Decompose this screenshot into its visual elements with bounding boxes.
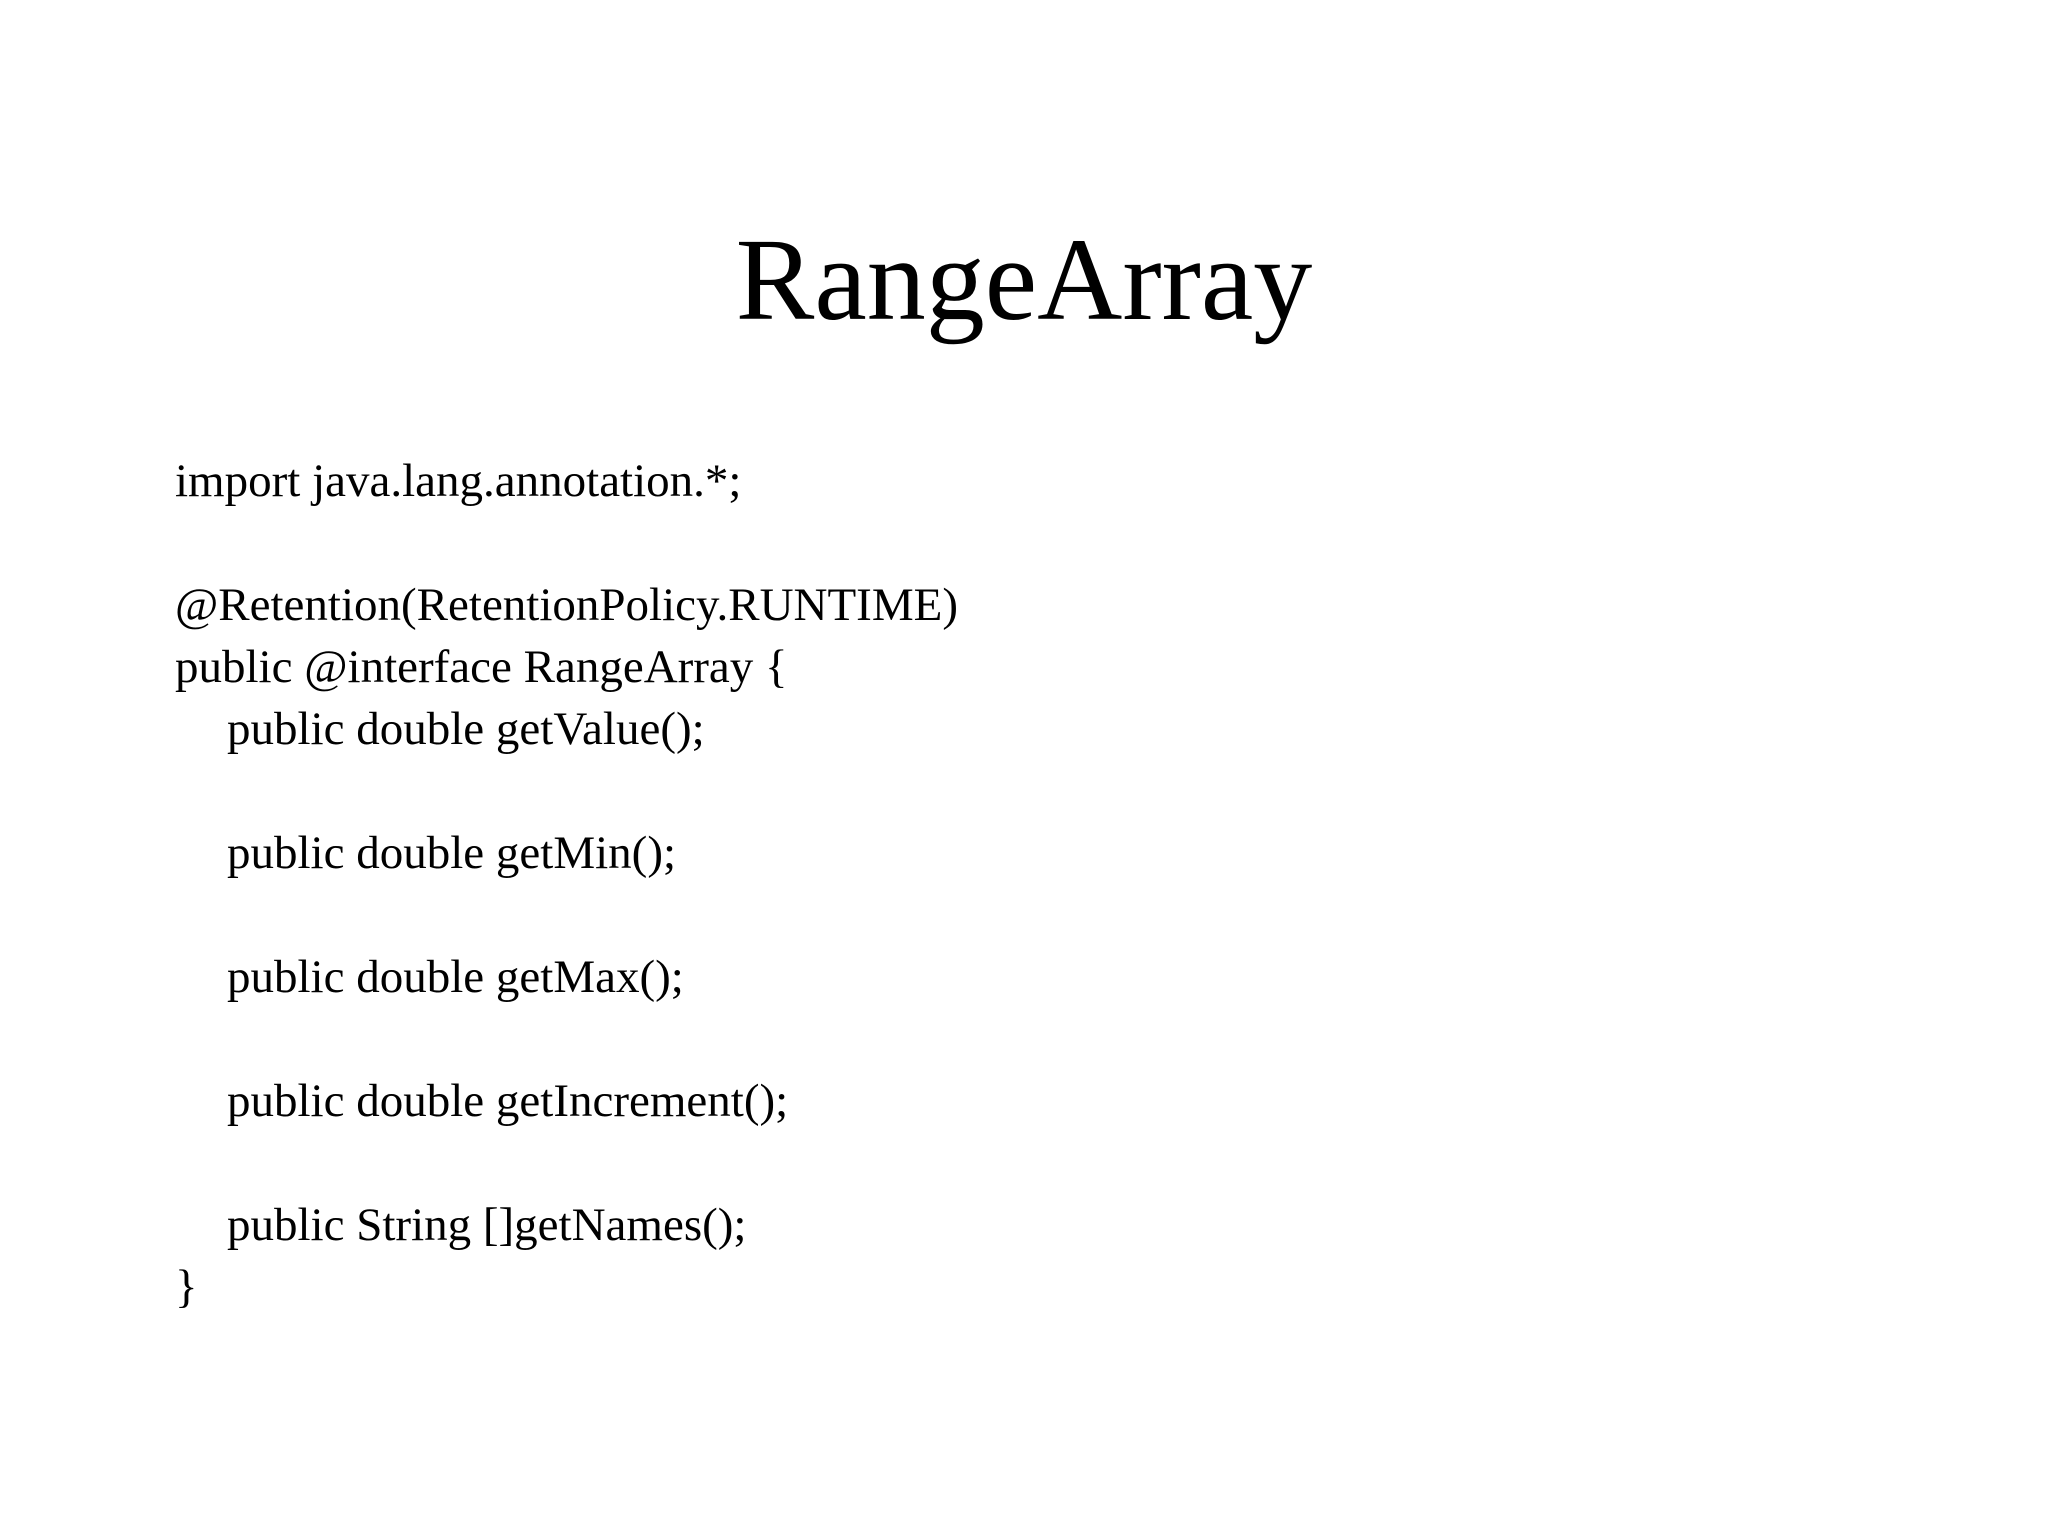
code-block — [175, 450, 958, 1318]
code-line-get-max: public double getMax(); — [227, 951, 684, 1003]
code-line-blank — [175, 1008, 958, 1070]
code-line-interface-decl: public @interface RangeArray { — [175, 641, 788, 693]
code-line-blank — [175, 1132, 958, 1194]
code-line-get-value: public double getValue(); — [227, 703, 705, 755]
code-line-blank — [175, 512, 958, 574]
code-line-import: import java.lang.annotation.*; — [175, 455, 742, 507]
slide-title: RangeArray — [735, 214, 1313, 345]
code-line-retention: @Retention(RetentionPolicy.RUNTIME) — [175, 579, 958, 631]
code-line-closing-brace: } — [175, 1261, 198, 1313]
code-line-blank — [175, 884, 958, 946]
code-line-get-names: public String []getNames(); — [227, 1199, 747, 1251]
code-line-get-min: public double getMin(); — [227, 827, 677, 879]
code-line-get-increment: public double getIncrement(); — [227, 1075, 789, 1127]
code-line-blank — [175, 760, 958, 822]
